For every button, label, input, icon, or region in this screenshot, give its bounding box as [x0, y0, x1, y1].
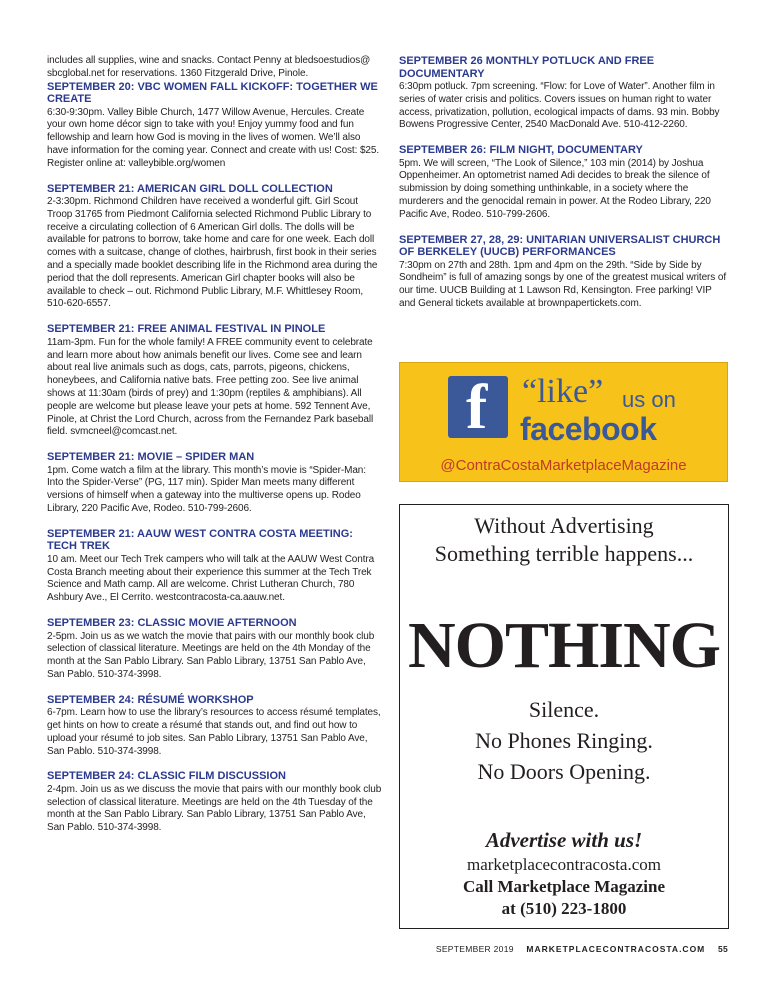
event-entry: [47, 323, 382, 439]
event-entry: [47, 770, 382, 835]
event-entry: [399, 234, 729, 311]
facebook-handle[interactable]: @ContraCostaMarketplaceMagazine: [440, 457, 687, 474]
ad-call: Call Marketplace Magazine: [462, 877, 666, 896]
event-title: SEPTEMBER 24: RÉSUMÉ WORKSHOP: [47, 693, 254, 706]
ad-no-doors: No Doors Opening.: [477, 759, 651, 784]
event-entry: [399, 55, 729, 132]
ad-advertise: Advertise with us!: [485, 828, 643, 852]
facebook-logo-icon: f: [448, 376, 508, 438]
event-body: 5pm. We will screen, “The Look of Silence,” 103 min (2014) by Joshua Oppenheimer. An optometrist named Adi decides to break the silence of submission by doing something unthinkable, in a society where the murderers and the genocidal remain in power. At the Rodeo Library, 220 Pacific Ave, Rodeo. 510-799-2606.: [399, 157, 711, 220]
ad-phone: at (510) 223-1800: [501, 899, 627, 918]
advertising-ad: [399, 504, 729, 929]
event-body: 1pm. Come watch a film at the library. This month’s movie is “Spider-Man: Into the Spider-Verse” (PG, 117 min). Spider Man meets many different versions of himself when a gateway into the multiverse opens up. Rodeo Library, 220 Pacific Ave, Rodeo. 510-799-2606.: [47, 464, 366, 515]
left-entries: [47, 81, 382, 835]
footer-site[interactable]: MARKETPLACECONTRACOSTA.COM: [526, 944, 706, 954]
event-title: SEPTEMBER 21: AMERICAN GIRL DOLL COLLECTION: [47, 182, 333, 195]
ad-no-phones: No Phones Ringing.: [475, 728, 653, 753]
event-body: 6-7pm. Learn how to use the library’s resources to access résumé templates, get hints on how to create a résumé that stands out, and find out how to upload your résumé to job sites. San Pablo Library, 13751 San Pablo Ave, San Pablo. 510-374-3998.: [47, 707, 381, 757]
right-entries: [399, 55, 729, 311]
event-entry: [47, 81, 382, 171]
event-body: 2-4pm. Join us as we discuss the movie that pairs with our monthly book club selection of classical literature. Meetings are held on the 4th Tuesday of the month at the San Pablo Library. San Pablo Library, 13751 San Pablo Ave, San Pablo. 510-374-3998.: [47, 783, 382, 834]
event-body: 6:30-9:30pm. Valley Bible Church, 1477 Willow Avenue, Hercules. Create your own home décor sign to take with you! Enjoy yummy food and fun fellowship and learn how God is moving in the lives of women. We’ll also have information for the coming year. Connect and create with us! Cost: $25. Register online at: valleybible.org/women: [47, 106, 380, 169]
page-footer: [426, 944, 728, 954]
ad-headline-2: Something terrible happens...: [434, 541, 694, 566]
event-body: 11am-3pm. Fun for the whole family! A FREE community event to celebrate and learn more about how animals benefit our lives. Come see and learn about real live animals such as dogs, cats, parrots, pigeons, chickens, honeybees, and California native bats. Free petting zoo. See live animal shows at 11:30am (birds of prey) and 1:30pm (reptiles & amphibians). All people are welcome but please leave your pets at home. 592 Tennent Ave, Pinole, at Christ the Lord Church, across from the Fernandez Park baseball field. svmcneel@comcast.net.: [47, 336, 374, 438]
page-number: 55: [717, 944, 728, 954]
us-on-text: us on: [622, 387, 676, 412]
event-title: SEPTEMBER 21: FREE ANIMAL FESTIVAL IN PINOLE: [47, 323, 326, 336]
event-title: SEPTEMBER 21: MOVIE – SPIDER MAN: [47, 451, 255, 464]
event-entry: [47, 528, 382, 605]
ad-headline-1: Without Advertising: [474, 513, 654, 538]
facebook-wordmark: facebook: [520, 411, 657, 447]
event-entry: [47, 617, 382, 682]
event-title: SEPTEMBER 26: FILM NIGHT, DOCUMENTARY: [399, 144, 643, 157]
event-body: 10 am. Meet our Tech Trek campers who will talk at the AAUW West Contra Costa Branch meeting about their experience this summer at the Tech Trek Science and Math camp. All are welcome. Christ Lutheran Church, 780 Ashbury Ave., El Cerrito. westcontracosta-ca.aauw.net.: [47, 553, 375, 604]
event-title: SEPTEMBER 27, 28, 29: UNITARIAN UNIVERSALIST CHURCH OF BERKELEY (UUCB) PERFORMANCES: [399, 233, 721, 259]
event-entry: [47, 451, 382, 516]
ad-silence: Silence.: [528, 697, 600, 722]
event-title: SEPTEMBER 24: CLASSIC FILM DISCUSSION: [47, 770, 286, 783]
event-body: 2-5pm. Join us as we watch the movie that pairs with our monthly book club selection of classical literature. Meetings are held on the 4th Monday of the month at the San Pablo Library. San Pablo Library, 13751 San Pablo Ave, San Pablo. 510-374-3998.: [47, 630, 375, 680]
event-title: SEPTEMBER 23: CLASSIC MOVIE AFTERNOON: [47, 617, 297, 629]
event-title: SEPTEMBER 26 MONTHLY POTLUCK AND FREE DOCUMENTARY: [399, 55, 655, 80]
footer-date: SEPTEMBER 2019: [435, 944, 514, 954]
like-text: “like”: [522, 373, 604, 410]
event-body: 6:30pm potluck. 7pm screening. “Flow: for Love of Water”. Another film in series of water crisis and politics. Covers issues on human right to water access, privatization, pollution, ecological impacts of dams. 93 min. Bobby Bowens Progressive Center, 2540 MacDonald Ave. 510-412-2260.: [399, 81, 720, 131]
event-entry: [47, 694, 382, 759]
event-body: 7:30pm on 27th and 28th. 1pm and 4pm on the 29th. “Side by Side by Sondheim” is full of amazing songs by one of the greatest musical writers of our time. UUCB Building at 1 Lawson Rd, Kensington. Free parking! VIP and General tickets available at brownpapertickets.com.: [399, 259, 727, 310]
event-entry: [399, 144, 729, 221]
ad-nothing: NOTHING: [407, 609, 721, 682]
facebook-ad[interactable]: [399, 362, 728, 482]
event-title: SEPTEMBER 20: VBC WOMEN FALL KICKOFF: TOGETHER WE CREATE: [47, 80, 378, 106]
event-body: 2-3:30pm. Richmond Children have received a wonderful gift. Girl Scout Troop 31765 from Piedmont California selected Richmond Public Library to receive a circulating collection of 6 American Girl dolls. The dolls will be available for patrons to borrow, take home and care for one week. Each doll comes with a suitcase, change of clothes, hairbrush, first book in their series and a specially made booklet describing life in the Richmond area during the period that the doll represents. American Girl chapter books will also be available to check – out. Richmond Public Library, M.F. Whittlesey Room, 510-620-6557.: [47, 196, 378, 310]
event-title: SEPTEMBER 21: AAUW WEST CONTRA COSTA MEETING: TECH TREK: [47, 527, 353, 553]
continued-text: includes all supplies, wine and snacks. Contact Penny at bledsoestudios@ sbcglobal.net for reservations. 1360 Fitzgerald Drive, Pinole.: [47, 55, 371, 79]
ad-url[interactable]: marketplacecontracosta.com: [467, 855, 661, 874]
right-column: [399, 55, 729, 323]
left-column: [47, 55, 382, 847]
event-entry: [47, 183, 382, 312]
